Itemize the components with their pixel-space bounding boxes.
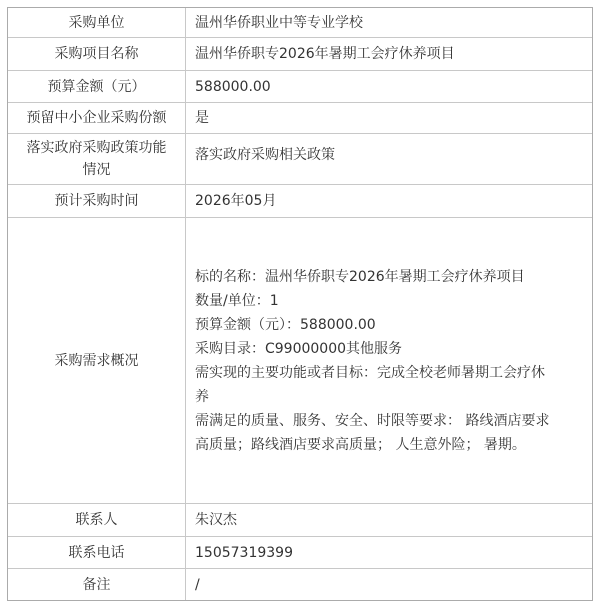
row-label: 预计采购时间	[8, 185, 186, 217]
row-label: 落实政府采购政策功能情况	[8, 134, 186, 184]
table-row	[8, 70, 592, 102]
table-row	[8, 102, 592, 133]
table-row	[8, 503, 592, 536]
table-row	[8, 8, 592, 37]
table-row	[8, 184, 592, 217]
row-value: 588000.00	[195, 78, 271, 95]
row-label: 采购项目名称	[8, 38, 186, 70]
demand-line: 高质量；路线酒店要求高质量； 人生意外险； 暑期。	[195, 436, 526, 453]
row-value: 温州华侨职专2026年暑期工会疗休养项目	[195, 46, 455, 62]
table-row	[8, 217, 592, 503]
row-value: 15057319399	[195, 544, 293, 561]
row-label: 采购需求概况	[8, 218, 186, 503]
demand-line: 数量/单位：1	[195, 292, 279, 309]
table-row	[8, 133, 592, 184]
procurement-info-table	[7, 7, 593, 601]
row-value: 2026年05月	[195, 193, 277, 209]
row-value: 朱汉杰	[195, 512, 237, 528]
table-row	[8, 568, 592, 600]
row-label: 联系电话	[8, 537, 186, 568]
row-value: 温州华侨职业中等专业学校	[195, 14, 363, 31]
row-value: 落实政府采购相关政策	[195, 147, 335, 163]
row-value-demand-summary	[186, 218, 592, 503]
row-label: 预算金额（元）	[8, 71, 186, 102]
demand-line: 采购目录：C99000000其他服务	[195, 340, 403, 357]
demand-line: 需满足的质量、服务、安全、时限等要求： 路线酒店要求	[195, 412, 550, 429]
row-label: 联系人	[8, 504, 186, 536]
row-label: 采购单位	[8, 8, 186, 37]
row-value: 是	[195, 110, 209, 126]
row-value: /	[195, 576, 200, 593]
row-label: 预留中小企业采购份额	[8, 103, 186, 133]
demand-line: 养	[195, 388, 209, 405]
table-row	[8, 536, 592, 568]
row-label: 备注	[8, 569, 186, 600]
demand-line: 需实现的主要功能或者目标：完成全校老师暑期工会疗休	[195, 364, 545, 381]
table-row	[8, 37, 592, 70]
demand-line: 标的名称：温州华侨职专2026年暑期工会疗休养项目	[195, 268, 525, 285]
demand-line: 预算金额（元）：588000.00	[195, 316, 376, 333]
